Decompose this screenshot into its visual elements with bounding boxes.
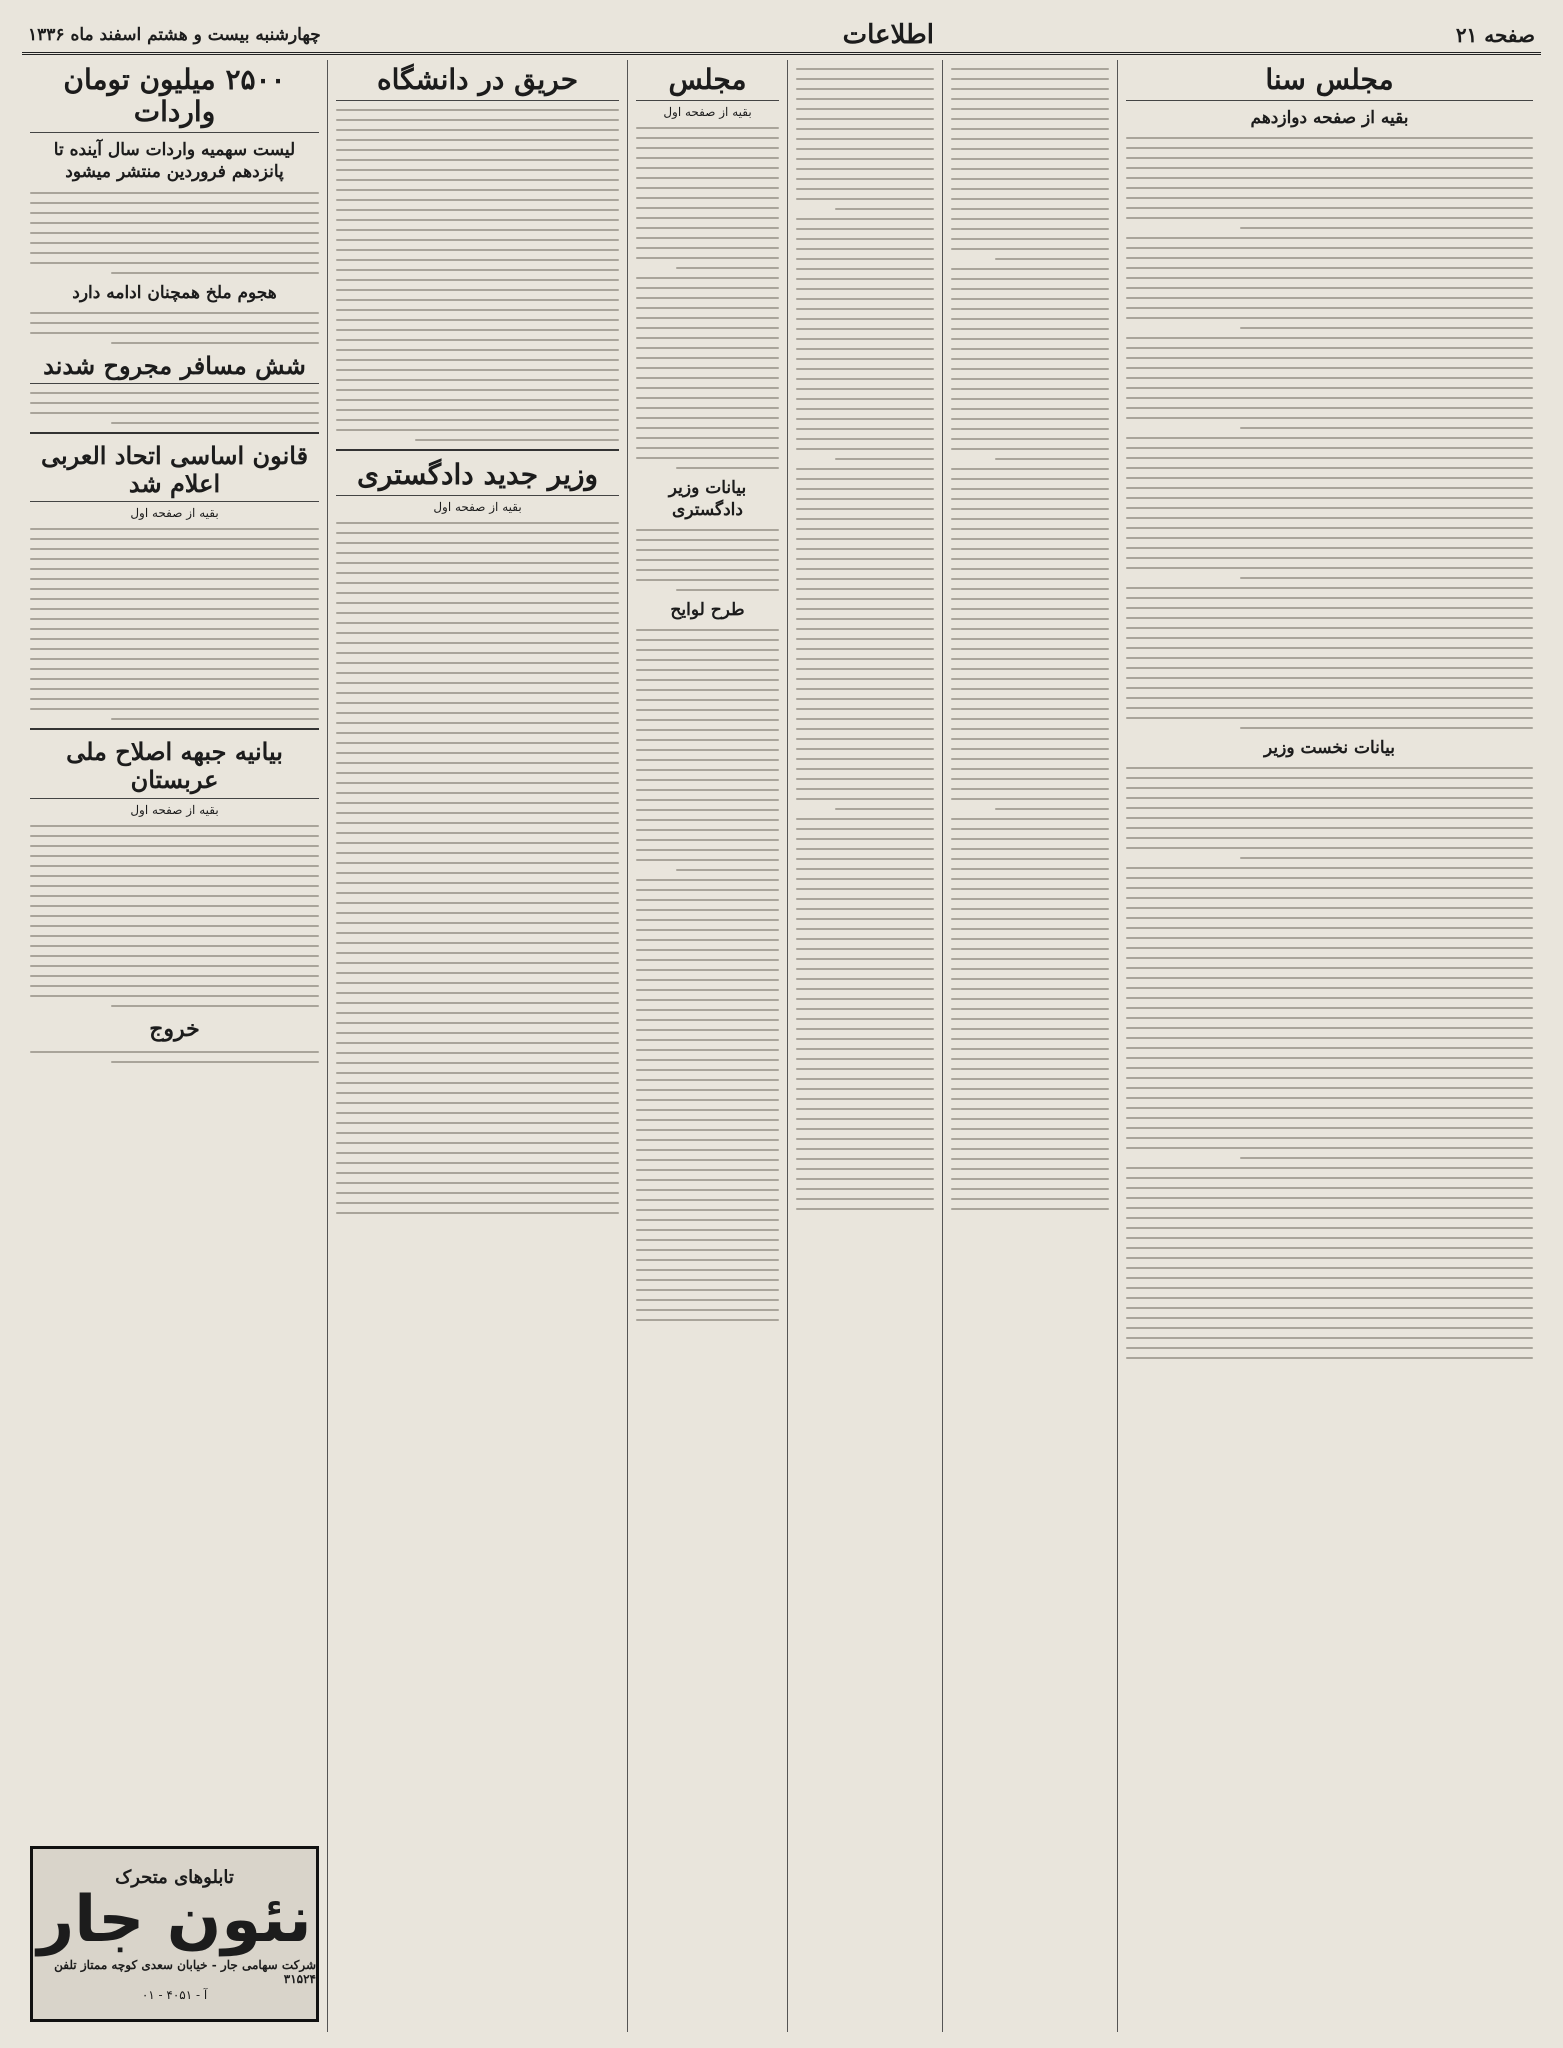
column-majlis: [627, 60, 787, 2032]
column-imports: [22, 60, 327, 2032]
issue-date: چهارشنبه بیست و هشتم اسفند ماه ۱۳۳۶: [28, 25, 321, 45]
column-university-fire: [327, 60, 627, 2032]
ad-brand: نئون جار: [37, 1882, 312, 1957]
columns: [22, 60, 1541, 2032]
bills-heading: طرح لوایح: [670, 600, 745, 621]
neon-jar-advertisement: [30, 1846, 319, 2022]
imports-headline: ۲۵۰۰ میلیون تومان واردات: [30, 64, 319, 133]
ad-code: آ - ۴۰۵۱ - ۰۱: [141, 1987, 208, 2002]
senate-subhead: بقیه از صفحه دوازدهم: [1250, 108, 1409, 129]
new-justice-continued-note: بقیه از صفحه اول: [433, 500, 522, 515]
arab-union-continued-note: بقیه از صفحه اول: [130, 506, 219, 521]
imports-subhead: لیست سهمیه واردات سال آینده تا پانزدهم فروردین منتشر میشود: [53, 140, 296, 183]
column-senate: [1117, 60, 1541, 2032]
passengers-injured-headline: شش مسافر مجروح شدند: [30, 352, 319, 385]
ad-tagline: تابلوهای متحرک: [115, 1866, 234, 1888]
arab-union-headline: قانون اساسی اتحاد العربی اعلام شد: [30, 442, 319, 502]
majlis-headline: مجلس: [636, 64, 779, 101]
new-justice-minister-headline: وزیر جدید دادگستری: [336, 459, 619, 496]
column-senate-continued: [942, 60, 1117, 2032]
locust-heading: هجوم ملخ همچنان ادامه دارد: [72, 282, 277, 303]
ad-address: شرکت سهامی جار - خیابان سعدی کوچه ممتاز تلفن ۳۱۵۲۴: [54, 1957, 316, 1986]
column-majlis-continued: [787, 60, 942, 2032]
senate-headline: مجلس سنا: [1126, 64, 1533, 101]
senate-body: [1126, 137, 1533, 729]
page-number: صفحه ۲۱: [1455, 23, 1535, 47]
departure-heading: خروج: [149, 1015, 200, 1042]
majlis-continued-note: بقیه از صفحه اول: [663, 105, 752, 120]
pm-statement-heading: بیانات نخست وزیر: [1264, 738, 1395, 759]
arabia-front-continued-note: بقیه از صفحه اول: [130, 802, 219, 817]
masthead: [22, 18, 1541, 55]
fire-headline: حریق در دانشگاه: [336, 64, 619, 101]
arabia-front-headline: بیانیه جبهه اصلاح ملی عربستان: [30, 738, 319, 798]
paper-title: اطلاعات: [842, 20, 934, 50]
justice-minister-heading: بیانات وزیر دادگستری: [668, 478, 747, 521]
